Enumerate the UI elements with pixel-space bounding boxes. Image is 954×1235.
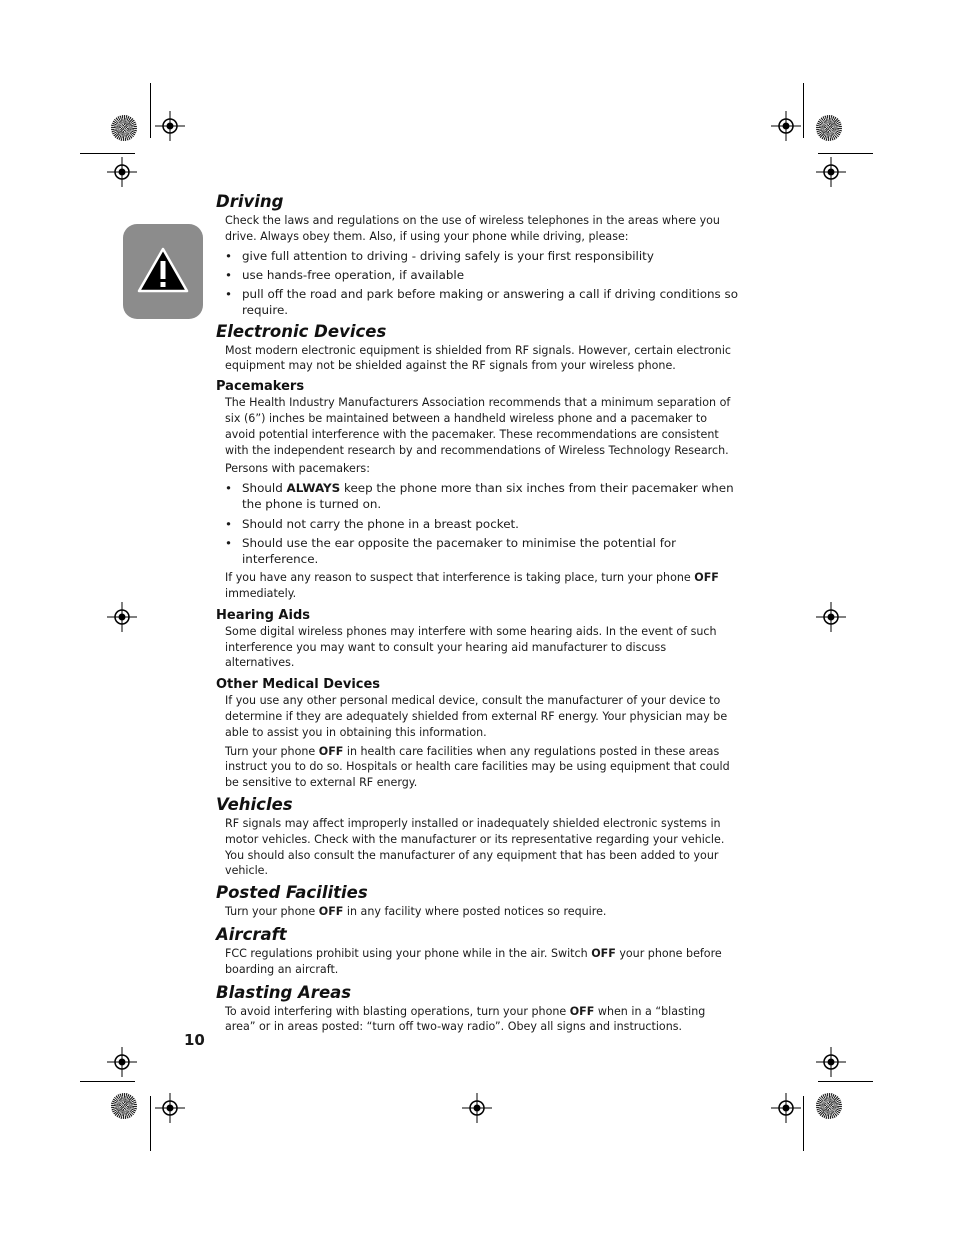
driving-intro: Check the laws and regulations on the use of wireless telephones in the areas where you drive. Always obey them. Also, if using your phone while driving, please: bbox=[225, 214, 720, 243]
blasting-body bbox=[225, 1004, 738, 1036]
medical-p2 bbox=[225, 744, 738, 791]
pacemakers-p2: Persons with pacemakers: bbox=[225, 462, 370, 476]
vehicles-text: RF signals may affect improperly installed or inadequately shielded electronic systems in motor vehicles. Check with the manufacturer or its representative regarding your vehicle. You should also consult the manufacturer of any equipment that has been added to your vehicle. bbox=[225, 816, 725, 878]
pacemakers-p1: The Health Industry Manufacturers Association recommends that a minimum separation of six (6”) inches be maintained between a handheld wireless phone and a pacemaker to avoid potential interference with the pacemaker. These recommendations are consistent with the independent research by and recommendations of Wireless Technology Research. bbox=[225, 396, 731, 457]
text: keep the phone more than six inches from their pacemaker when the phone is turned on. bbox=[242, 481, 734, 512]
driving-body bbox=[225, 213, 738, 318]
page-number: 10 bbox=[184, 1031, 205, 1049]
warning-triangle-icon bbox=[136, 246, 190, 294]
emphasis: OFF bbox=[318, 905, 344, 919]
registration-target-icon bbox=[462, 1093, 492, 1123]
posted-text bbox=[225, 904, 738, 920]
pacemakers-body bbox=[225, 395, 738, 602]
text: FCC regulations prohibit using your phone while in the air. Switch bbox=[225, 946, 592, 960]
registration-star-icon bbox=[816, 1093, 842, 1119]
driving-list bbox=[225, 248, 738, 318]
subsection-title-pacemakers: Pacemakers bbox=[216, 379, 305, 395]
list-item: • Should not carry the phone in a breast pocket. bbox=[225, 516, 738, 532]
vehicles-body bbox=[225, 816, 738, 879]
registration-target-icon bbox=[816, 157, 846, 187]
text: your phone before boarding an aircraft. bbox=[225, 946, 722, 976]
pacemakers-list bbox=[225, 480, 738, 567]
blasting-text bbox=[225, 1004, 738, 1036]
hearing-text: Some digital wireless phones may interfere with some hearing aids. In the event of such interference you may want to consult your hearing aid manufacturer to discuss alternatives. bbox=[225, 624, 717, 670]
warning-badge bbox=[123, 224, 203, 319]
electronic-intro: Most modern electronic equipment is shielded from RF signals. However, certain electronic equipment may not be shielded against the RF signals from your wireless phone. bbox=[225, 343, 732, 373]
registration-star-icon bbox=[111, 115, 137, 141]
emphasis: OFF bbox=[694, 571, 719, 585]
registration-star-icon bbox=[816, 115, 842, 141]
registration-target-icon bbox=[155, 111, 185, 141]
posted-body bbox=[225, 904, 738, 920]
emphasis: OFF bbox=[591, 946, 616, 960]
list-item: • give full attention to driving - driving safely is your first responsibility bbox=[225, 248, 738, 264]
section-title-driving: Driving bbox=[216, 192, 284, 211]
text: immediately. bbox=[225, 586, 297, 600]
pacemakers-p3 bbox=[225, 570, 738, 602]
text: Turn your phone bbox=[225, 744, 319, 758]
list-item bbox=[225, 480, 738, 512]
aircraft-text bbox=[225, 946, 738, 978]
section-title-vehicles: Vehicles bbox=[216, 794, 293, 814]
medical-body bbox=[225, 693, 738, 791]
section-title-blasting-areas: Blasting Areas bbox=[216, 982, 352, 1002]
medical-p1: If you use any other personal medical device, consult the manufacturer of your device to determine if they are adequately shielded from external RF energy. Your physician may be able to assist you in obtaining this information. bbox=[225, 694, 728, 739]
subsection-title-other-medical-devices: Other Medical Devices bbox=[216, 677, 381, 693]
section-title-aircraft: Aircraft bbox=[216, 924, 287, 944]
text: Should bbox=[242, 481, 287, 496]
registration-target-icon bbox=[816, 1047, 846, 1077]
section-title-electronic-devices: Electronic Devices bbox=[216, 321, 387, 341]
registration-target-icon bbox=[107, 602, 137, 632]
registration-target-icon bbox=[771, 111, 801, 141]
registration-target-icon bbox=[107, 157, 137, 187]
list-item: • Should use the ear opposite the pacemaker to minimise the potential for interference. bbox=[225, 535, 738, 567]
text: To avoid interfering with blasting operations, turn your phone bbox=[225, 1004, 570, 1018]
list-item: • use hands-free operation, if available bbox=[225, 267, 738, 283]
aircraft-body bbox=[225, 946, 738, 978]
registration-target-icon bbox=[107, 1047, 137, 1077]
list-item: • pull off the road and park before making or answering a call if driving conditions so require. bbox=[225, 286, 738, 318]
hearing-body bbox=[225, 624, 738, 671]
registration-target-icon bbox=[155, 1093, 185, 1123]
emphasis: OFF bbox=[318, 744, 344, 758]
registration-target-icon bbox=[816, 602, 846, 632]
text: when in a “blasting area” or in areas posted: “turn off two-way radio”. Obey all signs and instructions. bbox=[225, 1004, 706, 1034]
section-title-posted-facilities: Posted Facilities bbox=[216, 883, 368, 903]
text: If you have any reason to suspect that interference is taking place, turn your phone bbox=[225, 571, 695, 585]
subsection-title-hearing-aids: Hearing Aids bbox=[216, 607, 310, 623]
registration-star-icon bbox=[111, 1093, 137, 1119]
text: in any facility where posted notices so require. bbox=[343, 905, 607, 919]
registration-target-icon bbox=[771, 1093, 801, 1123]
text: Turn your phone bbox=[225, 905, 319, 919]
emphasis: ALWAYS bbox=[286, 481, 341, 496]
electronic-body bbox=[225, 343, 738, 375]
emphasis: OFF bbox=[569, 1004, 595, 1018]
text: in health care facilities when any regulations posted in these areas instruct you to do so. Hospitals or health care facilities may be using equipment that could be sensitive to external RF energy. bbox=[225, 744, 730, 790]
page-content bbox=[216, 190, 738, 1035]
